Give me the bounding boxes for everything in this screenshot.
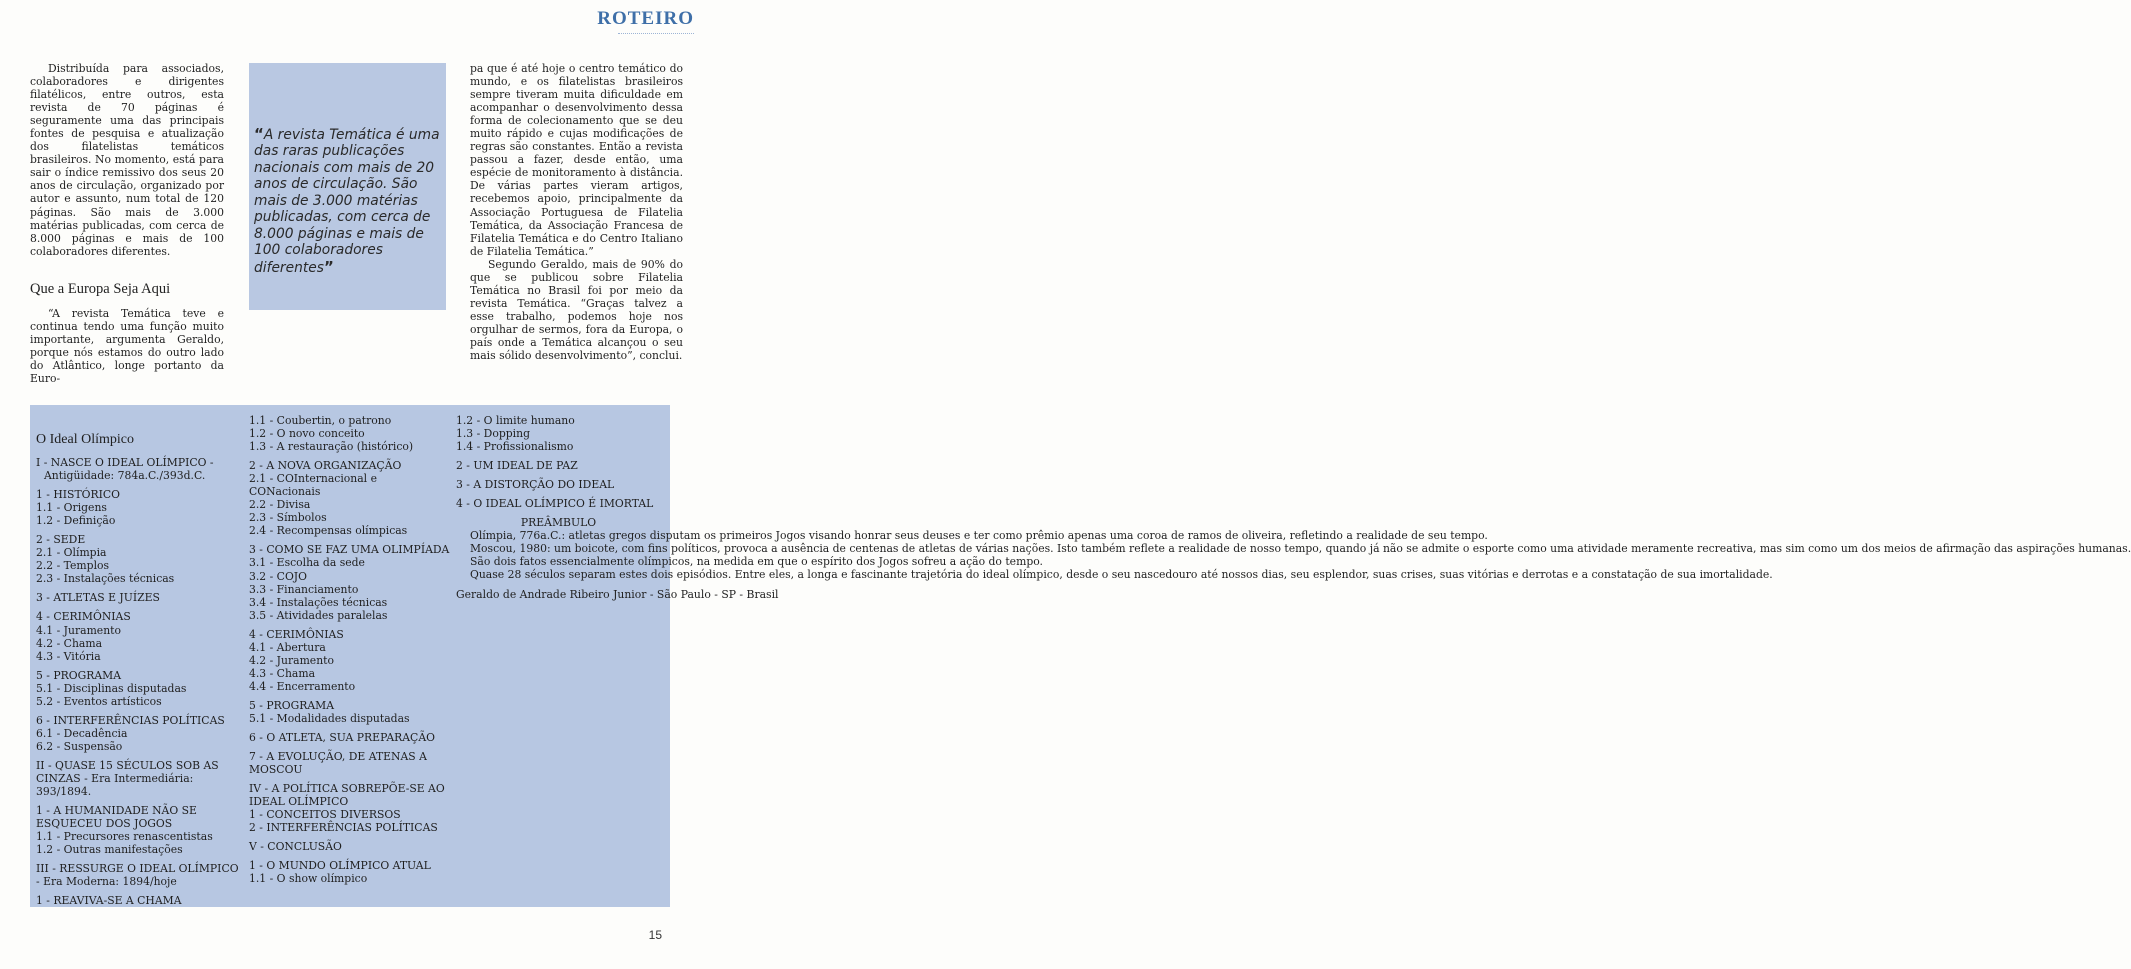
outline-item: 3.1 - Escolha da sede: [249, 556, 365, 570]
outline-item: 1.2 - Definição: [36, 514, 116, 528]
close-quote-mark: ”: [323, 257, 334, 276]
outline-item: 5.2 - Eventos artísticos: [36, 694, 162, 708]
outline-item: II - QUASE 15 SÉCULOS SOB AS CINZAS - Era Intermediária: 393/1894.: [36, 758, 219, 799]
outline-item: V - CONCLUSÃO: [249, 840, 342, 854]
outline-item: 2.3 - Instalações técnicas: [36, 572, 175, 586]
outline-item: 1 - A HUMANIDADE NÃO SE ESQUECEU DOS JOGOS: [36, 804, 197, 831]
article-column-right: [470, 62, 683, 362]
outline-item: 4 - CERIMÔNIAS: [249, 627, 344, 641]
outline-item: 1.1 - Origens: [36, 501, 107, 515]
outline-item: 4.2 - Juramento: [249, 653, 334, 667]
outline-item: 3 - ATLETAS E JUÍZES: [36, 591, 160, 605]
preambulo-title: PREÂMBULO: [520, 516, 597, 530]
outline-item: 2.3 - Símbolos: [249, 511, 327, 525]
box-column-2: [249, 414, 449, 886]
outline-item: 7 - A EVOLUÇÃO, DE ATENAS A MOSCOU: [249, 750, 427, 777]
outline-item: 2.4 - Recompensas olímpicas: [249, 524, 408, 538]
open-quote-mark: “: [254, 125, 264, 143]
page-number: 15: [648, 928, 662, 942]
outline-item: 2 - A NOVA ORGANIZAÇÃO: [249, 459, 402, 473]
preambulo-text: [456, 529, 2131, 582]
article-column-left-continued: [30, 307, 224, 385]
outline-item: 1.2 - O limite humano: [456, 414, 575, 427]
outline-item: 2 - SEDE: [36, 533, 86, 547]
outline-item: 3 - A DISTORÇÃO DO IDEAL: [456, 478, 615, 492]
outline-item: 4.3 - Vitória: [36, 649, 101, 663]
outline-item: 4 - O IDEAL OLÍMPICO É IMORTAL: [456, 497, 654, 511]
pullquote: [254, 126, 441, 276]
preambulo-paragraph: Moscou, 1980: um boicote, com fins políticos, provoca a ausência de centenas de atletas de várias nações. Isto também reflete a realidade de nosso tempo, quando já não se admite o esporte como uma atividade meramente recreativa, mas sim como um dos meios de afirmação das aspirações humanas.: [470, 542, 2131, 556]
outline-item: 2.2 - Divisa: [249, 498, 311, 512]
outline-item: 1.3 - Dopping: [456, 427, 530, 441]
outline-item: 3.4 - Instalações técnicas: [249, 595, 388, 609]
outline-item: 2.1 - COInternacional e CONacionais: [249, 472, 377, 499]
outline-item: 1.4 - Profissionalismo: [456, 440, 574, 454]
outline-item: 4.3 - Chama: [249, 666, 316, 680]
outline-item: 1 - REAVIVA-SE A CHAMA: [36, 894, 182, 908]
outline-item: 3.3 - Financiamento: [249, 582, 359, 596]
preambulo-paragraph: Quase 28 séculos separam estes dois episódios. Entre eles, a longa e fascinante trajetória do ideal olímpico, desde o seu nascedouro até nossos dias, seu esplendor, suas crises, suas vitórias e derrotas e a constatação de sua imortalidade.: [470, 568, 1773, 582]
outline-item: 6 - INTERFERÊNCIAS POLÍTICAS: [36, 713, 225, 727]
outline-item: Antigüidade: 784a.C./393d.C.: [44, 469, 206, 483]
pullquote-text: A revista Temática é uma das raras publicações nacionais com mais de 20 anos de circulação. São mais de 3.000 matérias publicadas, com cerca de 8.000 páginas e mais de 100 colaboradores diferentes: [254, 127, 440, 276]
outline-item: 2 - UM IDEAL DE PAZ: [456, 459, 578, 473]
paragraph: Distribuída para associados, colaboradores e dirigentes filatélicos, entre outros, esta revista de 70 páginas é seguramente uma das principais fontes de pesquisa e atualização dos filatelistas temáticos brasileiros. No momento, está para sair o índice remissivo dos seus 20 anos de circulação, organizado por autor e assunto, num total de 120 páginas. São mais de 3.000 matérias publicadas, com cerca de 8.000 páginas e mais de 100 colaboradores diferentes.: [30, 62, 224, 258]
box-column-3: [456, 414, 2131, 601]
outline-item: 1 - HISTÓRICO: [36, 488, 121, 502]
box-column-1: [36, 431, 241, 907]
paragraph: “A revista Temática teve e continua tendo uma função muito importante, argumenta Geraldo, porque nós estamos do outro lado do Atlântico, longe portanto da Euro-: [30, 307, 224, 386]
outline-item: 4.1 - Abertura: [249, 640, 326, 654]
outline-item: 3 - COMO SE FAZ UMA OLIMPÍADA: [249, 543, 450, 557]
outline-item: 5.1 - Modalidades disputadas: [249, 711, 410, 725]
outline-item: III - RESSURGE O IDEAL OLÍMPICO - Era Moderna: 1894/hoje: [36, 862, 239, 889]
section-tag-divider: [618, 33, 694, 38]
outline-item: 6.1 - Decadência: [36, 726, 128, 740]
outline-item: 2.2 - Templos: [36, 559, 110, 573]
article-subhead: Que a Europa Seja Aqui: [30, 281, 171, 297]
outline-item: 4 - CERIMÔNIAS: [36, 610, 131, 624]
outline-item: 3.5 - Atividades paralelas: [249, 608, 388, 622]
outline-item: 1.1 - O show olímpico: [249, 872, 368, 886]
outline-item: 5 - PROGRAMA: [249, 698, 335, 712]
outline-item: 3.2 - COJO: [249, 569, 307, 583]
outline-item: 1 - CONCEITOS DIVERSOS: [249, 808, 401, 822]
author-credit: Geraldo de Andrade Ribeiro Junior - São Paulo - SP - Brasil: [456, 587, 779, 601]
outline-item: 4.2 - Chama: [36, 636, 103, 650]
outline-item: 5.1 - Disciplinas disputadas: [36, 681, 187, 695]
paragraph: Segundo Geraldo, mais de 90% do que se publicou sobre Filatelia Temática no Brasil foi por meio da revista Temática. “Graças talvez a esse trabalho, podemos hoje nos orgulhar de sermos, fora da Europa, o país onde a Temática alcançou o seu mais sólido desenvolvimento”, conclui.: [470, 257, 683, 363]
paragraph: pa que é até hoje o centro temático do mundo, e os filatelistas brasileiros sempre tiveram muita dificuldade em acompanhar o desenvolvimento dessa forma de colecionamento que se deu muito rápido e cujas modificações de regras são constantes. Então a revista passou a fazer, desde então, uma espécie de monitoramento à distância. De várias partes vieram artigos, recebemos apoio, principalmente da Associação Portuguesa de Filatelia Temática, da Associação Francesa de Filatelia Temática e do Centro Italiano de Filatelia Temática.”: [470, 62, 683, 258]
outline-item: 6 - O ATLETA, SUA PREPARAÇÃO: [249, 731, 435, 745]
outline-item: 1.3 - A restauração (histórico): [249, 440, 414, 454]
article-column-left: [30, 62, 224, 258]
section-tag: ROTEIRO: [597, 8, 694, 29]
outline-item: 6.2 - Suspensão: [36, 739, 123, 753]
outline-item: 1.1 - Precursores renascentistas: [36, 830, 213, 844]
outline-item: 1.1 - Coubertin, o patrono: [249, 414, 392, 427]
outline-item: 1 - O MUNDO OLÍMPICO ATUAL: [249, 859, 431, 873]
outline-item: I - NASCE O IDEAL OLÍMPICO -: [36, 456, 214, 469]
outline-item: 2.1 - Olímpia: [36, 546, 107, 560]
preambulo-paragraph: Olímpia, 776a.C.: atletas gregos disputam os primeiros Jogos visando honrar seus deuses e ter como prêmio apenas uma coroa de ramos de oliveira, refletindo a realidade de seu tempo.: [470, 529, 1488, 543]
outline-item: IV - A POLÍTICA SOBREPÕE-SE AO IDEAL OLÍMPICO: [249, 782, 445, 809]
box-title: O Ideal Olímpico: [36, 432, 134, 447]
outline-item: 4.1 - Juramento: [36, 623, 121, 637]
outline-item: 1.2 - Outras manifestações: [36, 843, 183, 857]
outline-item: 5 - PROGRAMA: [36, 668, 122, 682]
preambulo-paragraph: São dois fatos essencialmente olímpicos, na medida em que o espírito dos Jogos sofreu a ação do tempo.: [470, 555, 1043, 569]
outline-item: 1.2 - O novo conceito: [249, 427, 365, 441]
outline-item: 2 - INTERFERÊNCIAS POLÍTICAS: [249, 821, 438, 835]
outline-item: 4.4 - Encerramento: [249, 679, 356, 693]
